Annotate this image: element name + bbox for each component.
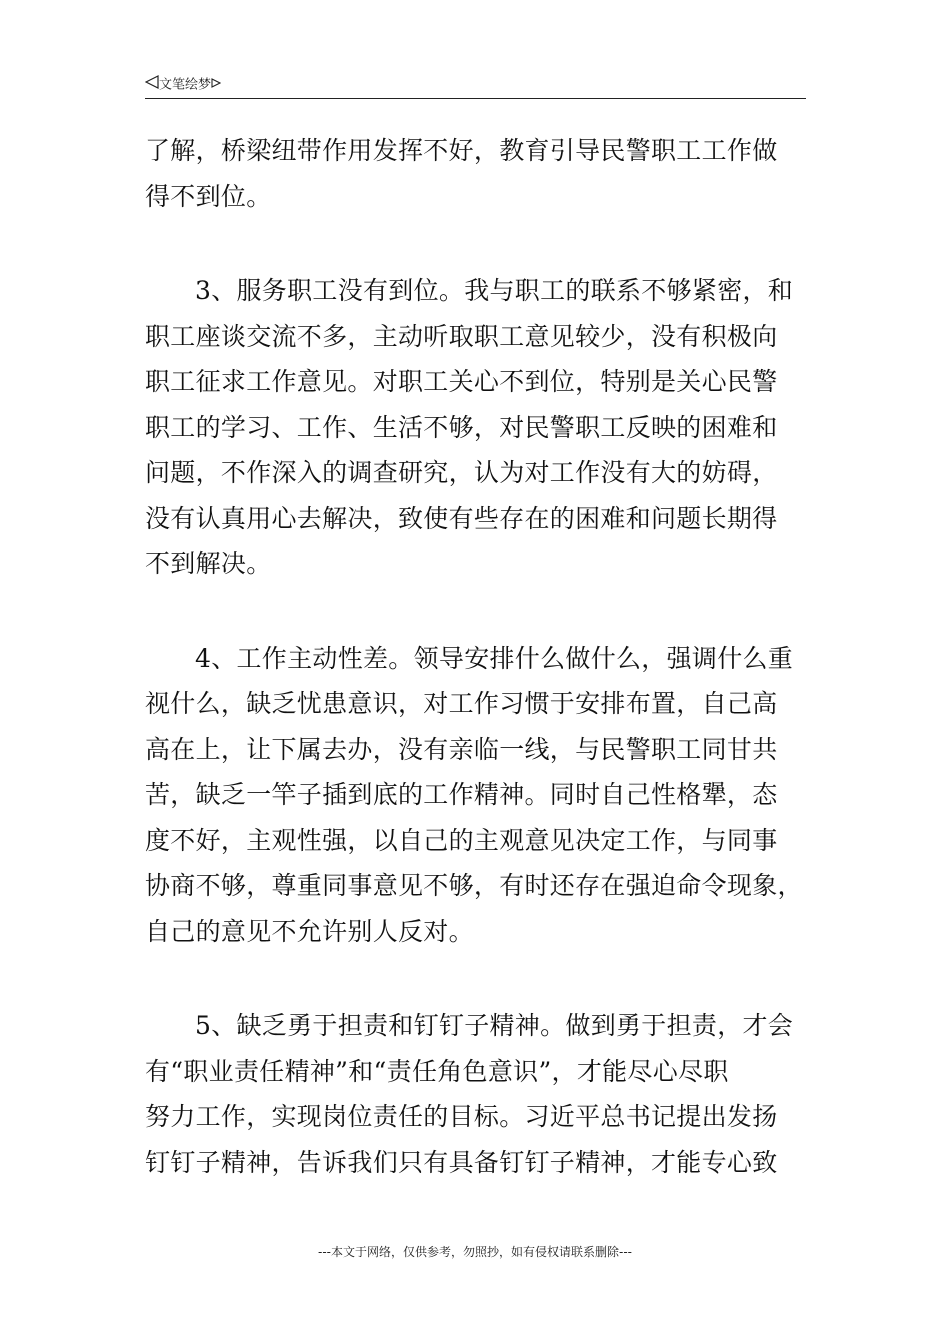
text-line: 职工的学习、工作、生活不够，对民警职工反映的困难和	[145, 412, 778, 442]
paragraph	[145, 128, 810, 219]
text-line: 度不好，主观性强，以自己的主观意见决定工作，与同事	[145, 825, 778, 855]
page-header	[145, 74, 806, 99]
text-line: 高在上，让下属去办，没有亲临一线，与民警职工同甘共	[145, 734, 778, 764]
header-title: 文笔绘梦	[159, 77, 212, 93]
text-line: 得不到位。	[145, 181, 272, 211]
right-triangle-icon	[211, 76, 221, 94]
paragraph-gap	[145, 587, 810, 636]
text-line: 自己的意见不允许别人反对。	[145, 916, 474, 946]
text-line: 视什么，缺乏忧患意识，对工作习惯于安排布置，自己高	[145, 689, 778, 718]
paragraph	[145, 268, 810, 587]
header-title-group	[145, 75, 221, 95]
paragraph	[145, 1003, 810, 1185]
document-body	[145, 128, 810, 1185]
text-line: 有“职业责任精神”和“责任角色意识”，才能尽心尽职	[145, 1056, 729, 1086]
text-line: 5、缺乏勇于担责和钉钉子精神。做到勇于担责，才会	[195, 1011, 794, 1040]
text-line: 不到解决。	[145, 549, 272, 578]
text-line: 了解，桥梁纽带作用发挥不好，教育引导民警职工工作做	[145, 136, 778, 165]
paragraph-gap	[145, 219, 810, 268]
text-line: 钉钉子精神，告诉我们只有具备钉钉子精神，才能专心致	[145, 1147, 778, 1177]
text-line: 4、工作主动性差。领导安排什么做什么，强调什么重	[195, 643, 794, 673]
text-line: 努力工作，实现岗位责任的目标。习近平总书记提出发扬	[145, 1102, 778, 1131]
text-line: 职工征求工作意见。对职工关心不到位，特别是关心民警	[145, 367, 778, 396]
text-line: 3、服务职工没有到位。我与职工的联系不够紧密，和	[195, 276, 794, 305]
text-line: 苦，缺乏一竿子插到底的工作精神。同时自己性格犟，态	[145, 780, 778, 809]
left-triangle-icon	[145, 75, 159, 95]
page-footer: ---本文于网络，仅供参考，勿照抄，如有侵权请联系删除---	[318, 1245, 632, 1259]
text-line: 协商不够，尊重同事意见不够，有时还存在强迫命令现象，	[145, 871, 803, 900]
text-line: 职工座谈交流不多，主动听取职工意见较少，没有积极向	[145, 321, 778, 351]
paragraph	[145, 636, 810, 955]
paragraph-gap	[145, 954, 810, 1003]
text-line: 没有认真用心去解决，致使有些存在的困难和问题长期得	[145, 503, 778, 533]
text-line: 问题，不作深入的调查研究，认为对工作没有大的妨碍，	[145, 458, 778, 487]
